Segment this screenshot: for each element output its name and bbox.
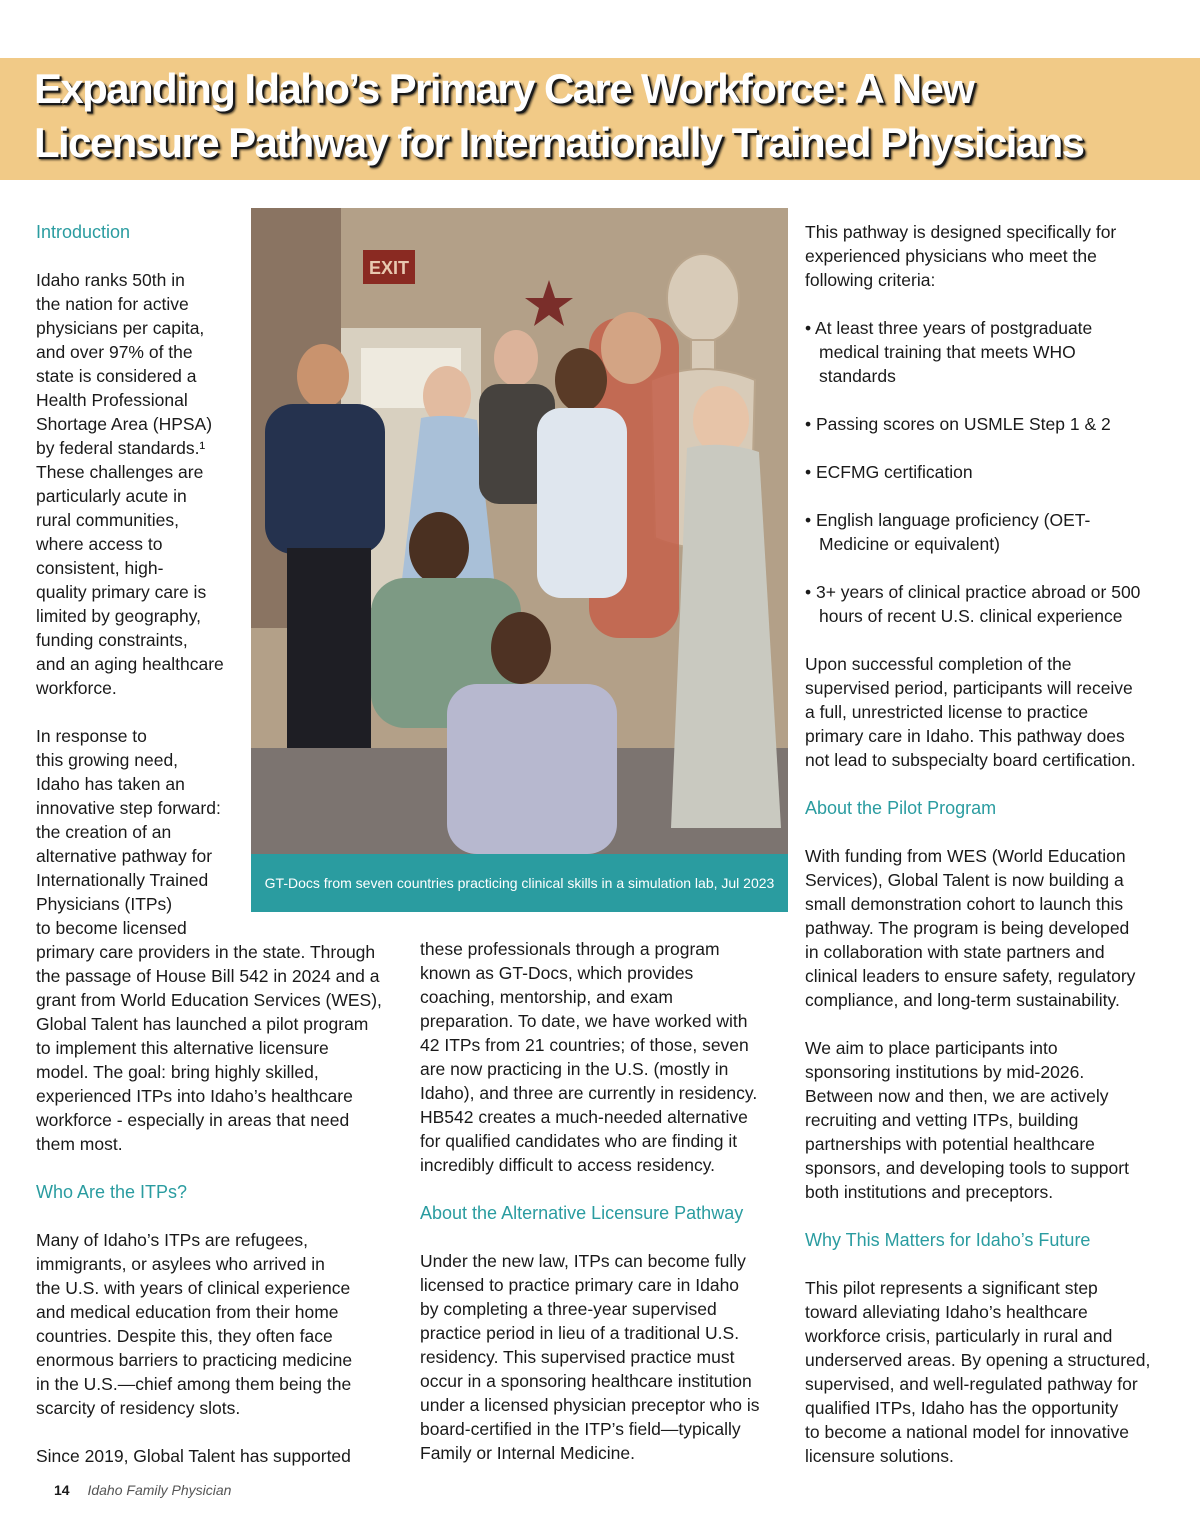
text-line: limited by geography,: [36, 606, 202, 626]
text-line: to become licensed: [36, 918, 187, 938]
text-line: the passage of House Bill 542 in 2024 and a: [36, 966, 380, 986]
text-line: to become a national model for innovative: [805, 1422, 1129, 1442]
text-line: Under the new law, ITPs can become fully: [420, 1251, 746, 1271]
text-line: in collaboration with state partners and: [805, 942, 1105, 962]
completion-paragraph: [805, 652, 1190, 772]
text-line: small demonstration cohort to launch this: [805, 894, 1124, 914]
text-line: licensure solutions.: [805, 1446, 954, 1466]
text-line: These challenges are: [36, 462, 204, 482]
future-heading: Why This Matters for Idaho’s Future: [805, 1230, 1091, 1250]
text-line: compliance, and long-term sustainability.: [805, 990, 1120, 1010]
text-line: known as GT-Docs, which provides: [420, 963, 694, 983]
criteria-item: [805, 460, 1190, 484]
text-line: physicians per capita,: [36, 318, 205, 338]
text-line: not lead to subspecialty board certification.: [805, 750, 1136, 770]
criteria-item: [805, 316, 1190, 388]
text-line: hours of recent U.S. clinical experience: [819, 606, 1123, 626]
text-line: both institutions and preceptors.: [805, 1182, 1054, 1202]
text-line: medical training that meets WHO: [819, 342, 1076, 362]
text-line: scarcity of residency slots.: [36, 1398, 241, 1418]
text-line: practice period in lieu of a traditional U.S.: [420, 1323, 740, 1343]
text-line: clinical leaders to ensure safety, regulatory: [805, 966, 1136, 986]
middle-column: [420, 937, 790, 1489]
itps-paragraph-2: Since 2019, Global Talent has supported: [36, 1446, 351, 1466]
group-photo-illustration: [251, 208, 788, 854]
text-line: funding constraints,: [36, 630, 188, 650]
text-line: in the U.S.—chief among them being the: [36, 1374, 352, 1394]
criteria-list: [805, 316, 1190, 628]
text-line: Medicine or equivalent): [819, 534, 1000, 554]
text-line: innovative step forward:: [36, 798, 221, 818]
text-line: licensed to practice primary care in Idaho: [420, 1275, 740, 1295]
publication-name: Idaho Family Physician: [87, 1482, 232, 1498]
text-line: incredibly difficult to access residency.: [420, 1155, 716, 1175]
text-line: qualified ITPs, Idaho has the opportunity: [805, 1398, 1119, 1418]
text-line: This pathway is designed specifically for: [805, 222, 1117, 242]
text-line: board-certified in the ITP’s field—typically: [420, 1419, 741, 1439]
text-line: enormous barriers to practicing medicine: [36, 1350, 353, 1370]
text-line: Upon successful completion of the: [805, 654, 1072, 674]
photo-caption: GT-Docs from seven countries practicing clinical skills in a simulation lab, Jul 2023: [251, 854, 788, 912]
text-line: countries. Despite this, they often face: [36, 1326, 333, 1346]
text-line: and an aging healthcare: [36, 654, 224, 674]
text-line: • English language proficiency (OET-: [805, 510, 1091, 530]
text-line: • Passing scores on USMLE Step 1 & 2: [805, 414, 1111, 434]
pilot-paragraph-2: [805, 1036, 1190, 1204]
text-line: workforce.: [36, 678, 117, 698]
text-line: this growing need,: [36, 750, 179, 770]
text-line: toward alleviating Idaho’s healthcare: [805, 1302, 1088, 1322]
text-line: rural communities,: [36, 510, 179, 530]
text-line: recruiting and vetting ITPs, building: [805, 1110, 1079, 1130]
text-line: Global Talent has launched a pilot program: [36, 1014, 369, 1034]
pathway-heading: About the Alternative Licensure Pathway: [420, 1203, 744, 1223]
text-line: preparation. To date, we have worked with: [420, 1011, 748, 1031]
exit-sign-text: EXIT: [368, 258, 410, 278]
text-line: particularly acute in: [36, 486, 187, 506]
itps-paragraph-1: [36, 1228, 406, 1420]
text-line: partnerships with potential healthcare: [805, 1134, 1095, 1154]
text-line: Idaho), and three are currently in residency.: [420, 1083, 758, 1103]
text-line: grant from World Education Services (WES),: [36, 990, 382, 1010]
text-line: Physicians (ITPs): [36, 894, 173, 914]
text-line: by federal standards.¹: [36, 438, 206, 458]
text-line: residency. This supervised practice must: [420, 1347, 735, 1367]
text-line: Many of Idaho’s ITPs are refugees,: [36, 1230, 309, 1250]
text-line: consistent, high-: [36, 558, 164, 578]
text-line: underserved areas. By opening a structured,: [805, 1350, 1151, 1370]
text-line: With funding from WES (World Education: [805, 846, 1126, 866]
text-line: Idaho ranks 50th in: [36, 270, 185, 290]
text-line: Shortage Area (HPSA): [36, 414, 213, 434]
text-line: coaching, mentorship, and exam: [420, 987, 673, 1007]
text-line: experienced physicians who meet the: [805, 246, 1097, 266]
text-line: a full, unrestricted license to practice: [805, 702, 1089, 722]
text-line: HB542 creates a much-needed alternative: [420, 1107, 748, 1127]
text-line: standards: [819, 366, 896, 386]
text-line: following criteria:: [805, 270, 936, 290]
text-line: supervised period, participants will receive: [805, 678, 1133, 698]
mid-paragraph-2: [420, 1249, 790, 1465]
page-number: 14: [54, 1482, 70, 1498]
text-line: are now practicing in the U.S. (mostly in: [420, 1059, 729, 1079]
text-line: • At least three years of postgraduate: [805, 318, 1093, 338]
criteria-item: [805, 508, 1190, 556]
text-line: under a licensed physician preceptor who is: [420, 1395, 760, 1415]
text-line: Health Professional: [36, 390, 188, 410]
text-line: pathway. The program is being developed: [805, 918, 1130, 938]
title-line-1: Expanding Idaho’s Primary Care Workforce: A New: [34, 65, 974, 112]
text-line: sponsoring institutions by mid-2026.: [805, 1062, 1085, 1082]
text-line: state is considered a: [36, 366, 197, 386]
text-line: In response to: [36, 726, 147, 746]
title-line-2: Licensure Pathway for Internationally Trained Physicians: [34, 119, 1084, 166]
text-line: This pilot represents a significant step: [805, 1278, 1098, 1298]
text-line: • 3+ years of clinical practice abroad or 500: [805, 582, 1141, 602]
text-line: primary care in Idaho. This pathway does: [805, 726, 1125, 746]
text-line: workforce - especially in areas that need: [36, 1110, 350, 1130]
right-column: [805, 220, 1190, 1492]
text-line: and over 97% of the: [36, 342, 193, 362]
text-line: to implement this alternative licensure: [36, 1038, 329, 1058]
text-line: Between now and then, we are actively: [805, 1086, 1109, 1106]
photo: [251, 208, 788, 854]
text-line: by completing a three-year supervised: [420, 1299, 717, 1319]
page-title: [34, 62, 1184, 170]
text-line: primary care providers in the state. Through: [36, 942, 376, 962]
text-line: Family or Internal Medicine.: [420, 1443, 635, 1463]
text-line: 42 ITPs from 21 countries; of those, seven: [420, 1035, 749, 1055]
text-line: Idaho has taken an: [36, 774, 185, 794]
text-line: We aim to place participants into: [805, 1038, 1058, 1058]
text-line: the nation for active: [36, 294, 189, 314]
text-line: the creation of an: [36, 822, 172, 842]
text-line: alternative pathway for: [36, 846, 213, 866]
criteria-item: [805, 580, 1190, 628]
text-line: sponsors, and developing tools to support: [805, 1158, 1129, 1178]
text-line: • ECFMG certification: [805, 462, 973, 482]
criteria-intro: [805, 220, 1190, 292]
text-line: the U.S. with years of clinical experience: [36, 1278, 351, 1298]
pilot-heading: About the Pilot Program: [805, 798, 997, 818]
text-line: and medical education from their home: [36, 1302, 339, 1322]
itps-heading: Who Are the ITPs?: [36, 1182, 188, 1202]
text-line: where access to: [36, 534, 163, 554]
text-line: supervised, and well-regulated pathway for: [805, 1374, 1138, 1394]
criteria-item: [805, 412, 1190, 436]
text-line: workforce crisis, particularly in rural and: [805, 1326, 1113, 1346]
text-line: immigrants, or asylees who arrived in: [36, 1254, 325, 1274]
future-paragraph: [805, 1276, 1190, 1468]
text-line: experienced ITPs into Idaho’s healthcare: [36, 1086, 353, 1106]
text-line: quality primary care is: [36, 582, 207, 602]
mid-paragraph-1: [420, 937, 790, 1177]
page-footer: [54, 1482, 231, 1498]
text-line: for qualified candidates who are finding it: [420, 1131, 738, 1151]
text-line: them most.: [36, 1134, 123, 1154]
text-line: model. The goal: bring highly skilled,: [36, 1062, 319, 1082]
text-line: these professionals through a program: [420, 939, 720, 959]
text-line: Internationally Trained: [36, 870, 209, 890]
text-line: occur in a sponsoring healthcare institution: [420, 1371, 752, 1391]
text-line: Services), Global Talent is now building a: [805, 870, 1124, 890]
intro-heading: Introduction: [36, 222, 131, 242]
pilot-paragraph-1: [805, 844, 1190, 1012]
